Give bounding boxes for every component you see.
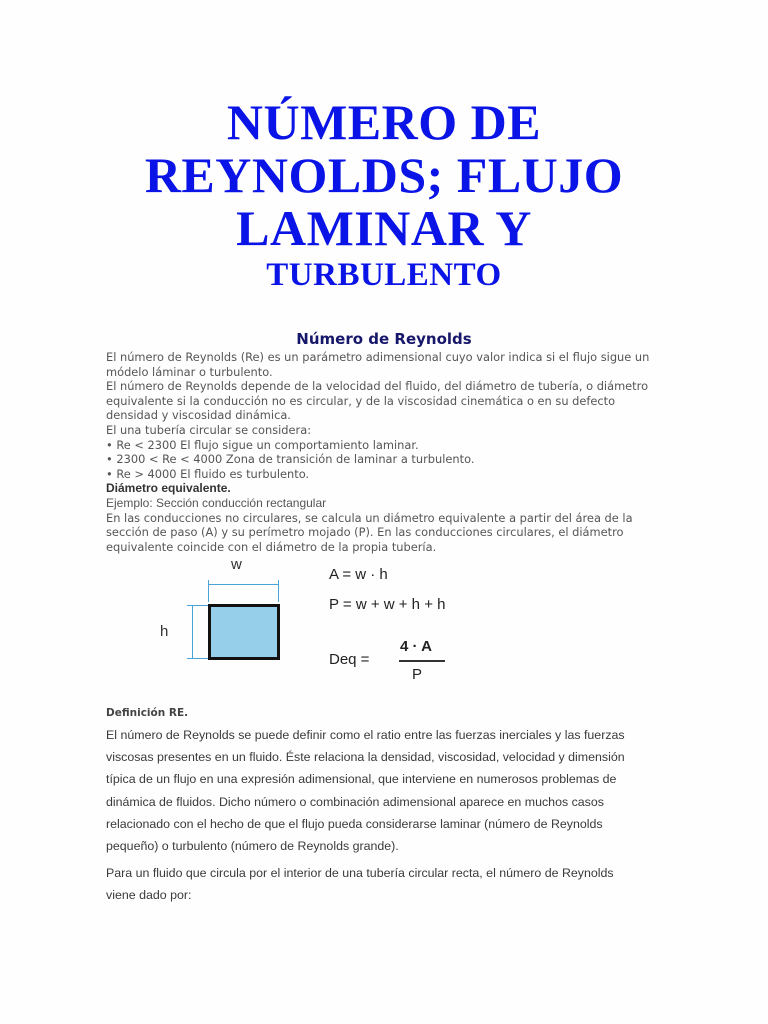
definition-line: El número de Reynolds se puede definir como el ratio entre las fuerzas inerciales y las fuerzas [106,728,625,742]
title-line-1: NÚMERO DE [226,94,542,150]
width-tick-right [278,580,279,602]
definition-line: relacionado con el hecho de que el flujo pueda considerarse laminar (número de Reynolds [106,816,603,831]
definition-paragraph [106,724,666,857]
width-label: w [231,556,242,573]
height-label: h [160,623,169,640]
numerator-text: 4 · A [400,638,432,655]
definition-heading: Definición RE. [106,707,189,719]
width-dimension-line [209,584,279,585]
height-tick-bottom [187,658,208,659]
height-dimension-line [192,606,193,658]
definition-line: viscosas presentes en un fluido. Éste relaciona la densidad, viscosidad, velocidad y dimensión [106,750,625,765]
bullet-transition: • 2300 < Re < 4000 Zona de transición de laminar a turbulento. [106,452,475,467]
example-line: Ejemplo: Sección conducción rectangular [106,495,327,510]
fraction-bar [399,660,445,662]
intro-line: equivalente si la conducción no es circular, y de la viscosidad cinemática o en su defecto [106,393,616,408]
rectangle-cross-section [208,604,280,660]
intro-line: El número de Reynolds depende de la velocidad del fluido, del diámetro de tubería, o diámetro [106,379,649,394]
intro-paragraph [106,350,666,423]
deq-numerator [400,638,432,655]
definition-line: típica de un flujo en una expresión adimensional, que interviene en numerosos problemas de [106,772,617,787]
equiv-line: sección de paso (A) y su perímetro mojado (P). En las conducciones circulares, el diámetro [106,525,624,540]
bullet-laminar: • Re < 2300 El flujo sigue un comportamiento laminar. [106,437,419,452]
circular-intro: El una tubería circular se considera: [106,423,312,437]
regime-section [106,423,666,554]
definition-line: pequeño) o turbulento (número de Reynolds grande). [106,839,399,854]
equiv-diameter-heading: Diámetro equivalente. [106,481,231,496]
title-line-2: REYNOLDS; FLUJO [144,147,624,203]
width-tick-left [208,580,209,602]
definition-line: dinámica de fluidos. Dicho número o combinación adimensional aparece en muchos casos [106,794,604,809]
title-line-4: TURBULENTO [266,257,502,293]
equiv-line: equivalente coincide con el diámetro de la propia tubería. [106,539,437,554]
perimeter-formula: P = w + w + h + h [329,596,446,613]
title-line-3: LAMINAR Y [236,200,532,256]
area-formula: A = w · h [329,566,388,583]
document-title [0,96,768,295]
intro-line: módelo láminar o turbulento. [106,364,273,379]
intro-line: El número de Reynolds (Re) es un parámetro adimensional cuyo valor indica si el flujo sigue un [106,350,650,364]
intro-line: densidad y viscosidad dinámica. [106,408,291,423]
deq-label: Deq = [329,651,370,668]
pipe-line: viene dado por: [106,888,192,903]
pipe-line: Para un fluido que circula por el interior de una tubería circular recta, el número de Reynolds [106,866,614,880]
height-tick-top [187,605,208,606]
section-title: Número de Reynolds [296,330,472,348]
pipe-paragraph [106,862,666,906]
rectangular-section-figure [140,550,480,690]
deq-denominator: P [412,666,423,683]
bullet-turbulent: • Re > 4000 El fluido es turbulento. [106,466,310,481]
equiv-line: En las conducciones no circulares, se calcula un diámetro equivalente a partir del área de la [106,510,633,525]
